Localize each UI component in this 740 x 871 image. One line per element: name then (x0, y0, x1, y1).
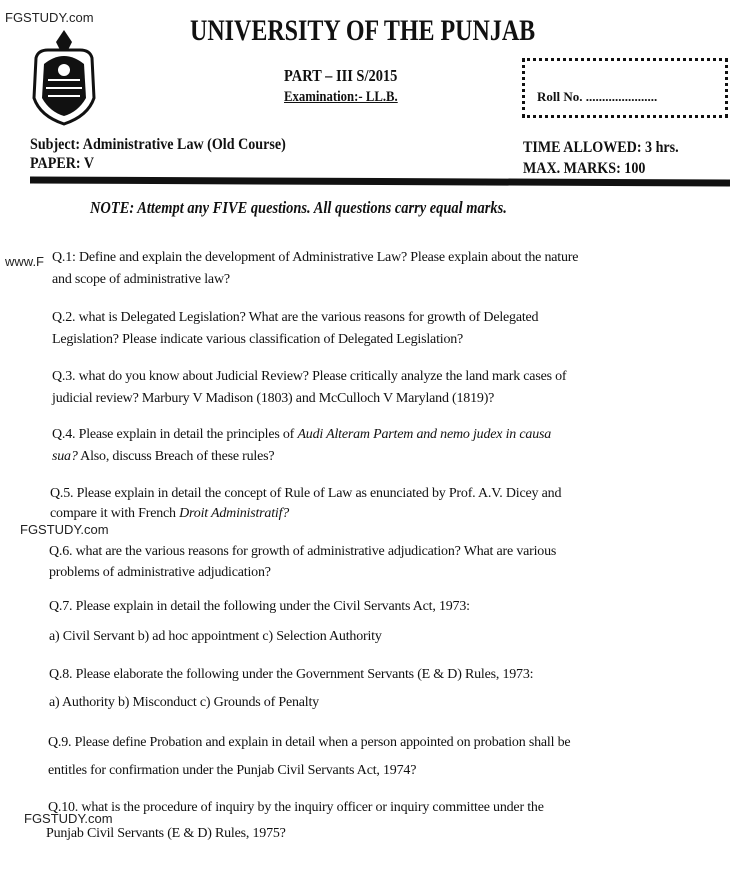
question-7-line-1: Q.7. Please explain in detail the following under the Civil Servants Act, 1973: (49, 599, 470, 614)
question-7-line-2: a) Civil Servant b) ad hoc appointment c) Selection Authority (49, 629, 382, 644)
question-5-line-1: Q.5. Please explain in detail the concept of Rule of Law as enunciated by Prof. A.V. Dicey and (50, 486, 562, 501)
question-5-french-term: Droit Administratif? (179, 506, 290, 521)
max-marks: MAX. MARKS: 100 (523, 160, 646, 177)
time-allowed: TIME ALLOWED: 3 hrs. (523, 139, 679, 156)
university-title: UNIVERSITY OF THE PUNJAB (190, 14, 536, 47)
roll-no-box (522, 58, 728, 118)
question-2-line-2: Legislation? Please indicate various classification of Delegated Legislation? (52, 332, 464, 347)
question-2-line-1: Q.2. what is Delegated Legislation? What are the various reasons for growth of Delegated (52, 310, 539, 325)
part-label: PART – III S/2015 (284, 66, 398, 85)
question-8-line-2: a) Authority b) Misconduct c) Grounds of Penalty (49, 695, 319, 710)
question-9-line-1: Q.9. Please define Probation and explain in detail when a person appointed on probation shall be (48, 735, 571, 750)
question-6-line-1: Q.6. what are the various reasons for growth of administrative adjudication? What are various (49, 544, 557, 559)
question-8-line-1: Q.8. Please elaborate the following under the Government Servants (E & D) Rules, 1973: (49, 667, 534, 682)
question-4-latin-end: sua? (52, 449, 78, 464)
watermark: www.F (5, 254, 44, 269)
watermark: FGSTUDY.com (5, 10, 94, 25)
watermark: FGSTUDY.com (24, 811, 113, 826)
question-1-line-2: and scope of administrative law? (52, 272, 230, 287)
question-4-line-2 (52, 449, 274, 465)
examination-label: Examination:- LL.B. (284, 89, 398, 105)
watermark: FGSTUDY.com (20, 522, 109, 537)
question-5-text: compare it with French (50, 506, 180, 521)
question-3-line-1: Q.3. what do you know about Judicial Review? Please critically analyze the land mark cases of (52, 369, 567, 384)
question-5-line-2 (50, 506, 289, 522)
paper-label: PAPER: V (30, 155, 95, 172)
question-4-line-1 (52, 427, 551, 443)
subject-label: Subject: Administrative Law (Old Course) (30, 136, 286, 153)
question-4-text-end: Also, discuss Breach of these rules? (77, 449, 275, 464)
question-4-text: Q.4. Please explain in detail the principles of (52, 427, 298, 442)
instructions-note: NOTE: Attempt any FIVE questions. All questions carry equal marks. (90, 198, 507, 217)
question-4-latin: Audi Alteram Partem and nemo judex in causa (297, 427, 552, 442)
question-6-line-2: problems of administrative adjudication? (49, 565, 271, 580)
roll-no-label: Roll No. ...................... (537, 89, 658, 104)
university-crest-logo (28, 28, 100, 126)
question-10-line-2: Punjab Civil Servants (E & D) Rules, 1975? (46, 826, 286, 841)
question-10-line-1: Q.10. what is the procedure of inquiry by the inquiry officer or inquiry committee under the (48, 800, 544, 815)
question-1-line-1: Q.1: Define and explain the development of Administrative Law? Please explain about the nature (52, 250, 579, 265)
question-9-line-2: entitles for confirmation under the Punjab Civil Servants Act, 1974? (48, 763, 417, 778)
question-3-line-2: judicial review? Marbury V Madison (1803) and McCulloch V Maryland (1819)? (52, 391, 495, 406)
